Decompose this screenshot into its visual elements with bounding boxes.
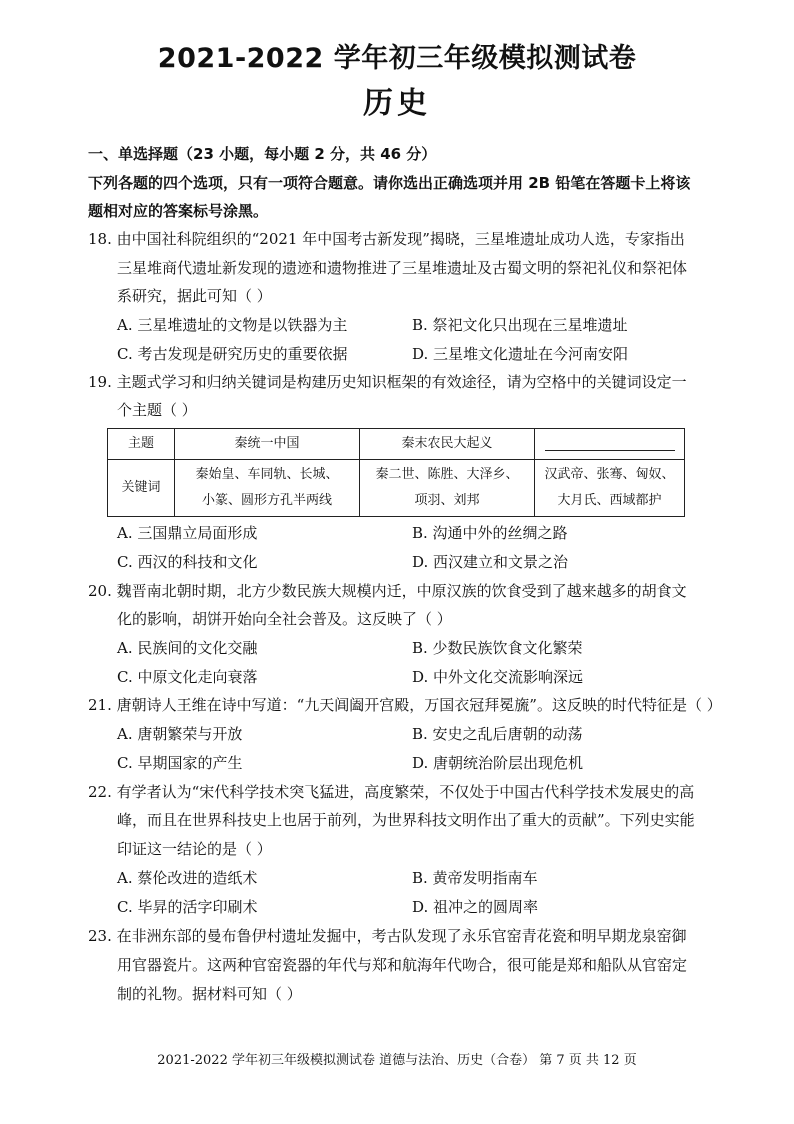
cell-line: 小篆、圆形方孔半两线 [201,493,332,508]
question-22-line-3: 印证这一结论的是（ ） [117,840,272,858]
q22-option-a: A. 蔡伦改进的造纸术 [117,869,258,887]
q20-option-b: B. 少数民族饮食文化繁荣 [412,639,583,657]
question-18-line-2: 三星堆商代遗址新发现的遗迹和遗物推进了三星堆遗址及古蜀文明的祭祀礼仪和祭祀体 [117,259,688,277]
question-19-line-2: 个主题（ ） [117,401,197,419]
q19-option-d: D. 西汉建立和文景之治 [412,553,569,571]
question-18-line-3: 系研究，据此可知（ ） [117,287,272,305]
q22-option-c: C. 毕昇的活字印刷术 [117,898,258,916]
table-cell [535,460,685,517]
q21-option-b: B. 安史之乱后唐朝的动荡 [412,725,583,743]
table-row [108,460,685,517]
table-cell [175,460,360,517]
q20-option-a: A. 民族间的文化交融 [117,639,258,657]
q20-option-d: D. 中外文化交流影响深远 [412,668,584,686]
answer-blank [545,436,675,451]
q21-option-d: D. 唐朝统治阶层出现危机 [412,754,584,772]
q18-option-d: D. 三星堆文化遗址在今河南安阳 [412,345,629,363]
table-cell: 关键词 [108,460,175,517]
q21-option-c: C. 早期国家的产生 [117,754,243,772]
question-22-line-1: 22. 有学者认为“宋代科学技术突飞猛进，高度繁荣，不仅处于中国古代科学技术发展史的高 [88,783,695,801]
question-21-line-1: 21. 唐朝诗人王维在诗中写道：“九天阊阖开宫殿，万国衣冠拜冕旒”。这反映的时代特征是（ ） [88,696,722,714]
question-19-line-1: 19. 主题式学习和归纳关键词是构建历史知识框架的有效途径，请为空格中的关键词设定一 [88,373,687,391]
keyword-table [107,428,685,517]
cell-line: 项羽、刘邦 [414,493,480,508]
question-18-line-1: 18. 由中国社科院组织的“2021 年中国考古新发现”揭晓，三星堆遗址成功人选，专家指出 [88,230,685,248]
q18-option-c: C. 考古发现是研究历史的重要依据 [117,345,348,363]
instruction-line-1: 下列各题的四个选项，只有一项符合题意。请你选出正确选项并用 2B 铅笔在答题卡上将该 [88,174,691,192]
question-23-line-3: 制的礼物。据材料可知（ ） [117,985,302,1003]
question-23-line-2: 用官器瓷片。这两种官窑瓷器的年代与郑和航海年代吻合，很可能是郑和船队从官窑定 [117,956,688,974]
page-footer: 2021-2022 学年初三年级模拟测试卷 道德与法治、历史（合卷） 第 7 页 共 12 页 [157,1053,637,1068]
q20-option-c: C. 中原文化走向衰落 [117,668,258,686]
question-22-line-2: 峰，而且在世界科技史上也居于前列，为世界科技文明作出了重大的贡献”。下列史实能 [117,811,695,829]
blank-theme-cell [535,429,685,460]
table-cell: 秦末农民大起义 [360,429,535,460]
table-cell: 主题 [108,429,175,460]
question-20-line-2: 化的影响，胡饼开始向全社会普及。这反映了（ ） [117,610,452,628]
question-23-line-1: 23. 在非洲东部的曼布鲁伊村遗址发掘中，考古队发现了永乐官窑青花瓷和明早期龙泉窑御 [88,927,687,945]
q19-option-a: A. 三国鼎立局面形成 [117,524,258,542]
instruction-line-2: 题相对应的答案标号涂黑。 [88,202,269,220]
subject-title: 历史 [363,86,431,121]
q21-option-a: A. 唐朝繁荣与开放 [117,725,243,743]
question-20-line-1: 20. 魏晋南北朝时期，北方少数民族大规模内迁，中原汉族的饮食受到了越来越多的胡食文 [88,582,687,600]
q22-option-b: B. 黄帝发明指南车 [412,869,538,887]
q19-option-c: C. 西汉的科技和文化 [117,553,258,571]
table-row [108,429,685,460]
cell-line: 秦二世、陈胜、大泽乡、 [375,467,519,482]
table-cell [360,460,535,517]
cell-line: 汉武帝、张骞、匈奴、 [544,467,675,482]
table-cell: 秦统一中国 [175,429,360,460]
q18-option-a: A. 三星堆遗址的文物是以铁器为主 [117,316,348,334]
section-heading: 一、单选择题（23 小题，每小题 2 分，共 46 分） [88,145,437,163]
q18-option-b: B. 祭祀文化只出现在三星堆遗址 [412,316,628,334]
exam-title: 2021-2022 学年初三年级模拟测试卷 [157,43,637,74]
q19-option-b: B. 沟通中外的丝绸之路 [412,524,568,542]
q22-option-d: D. 祖冲之的圆周率 [412,898,539,916]
cell-line: 秦始皇、车同轨、长城、 [195,467,339,482]
cell-line: 大月氏、西域都护 [557,493,662,508]
